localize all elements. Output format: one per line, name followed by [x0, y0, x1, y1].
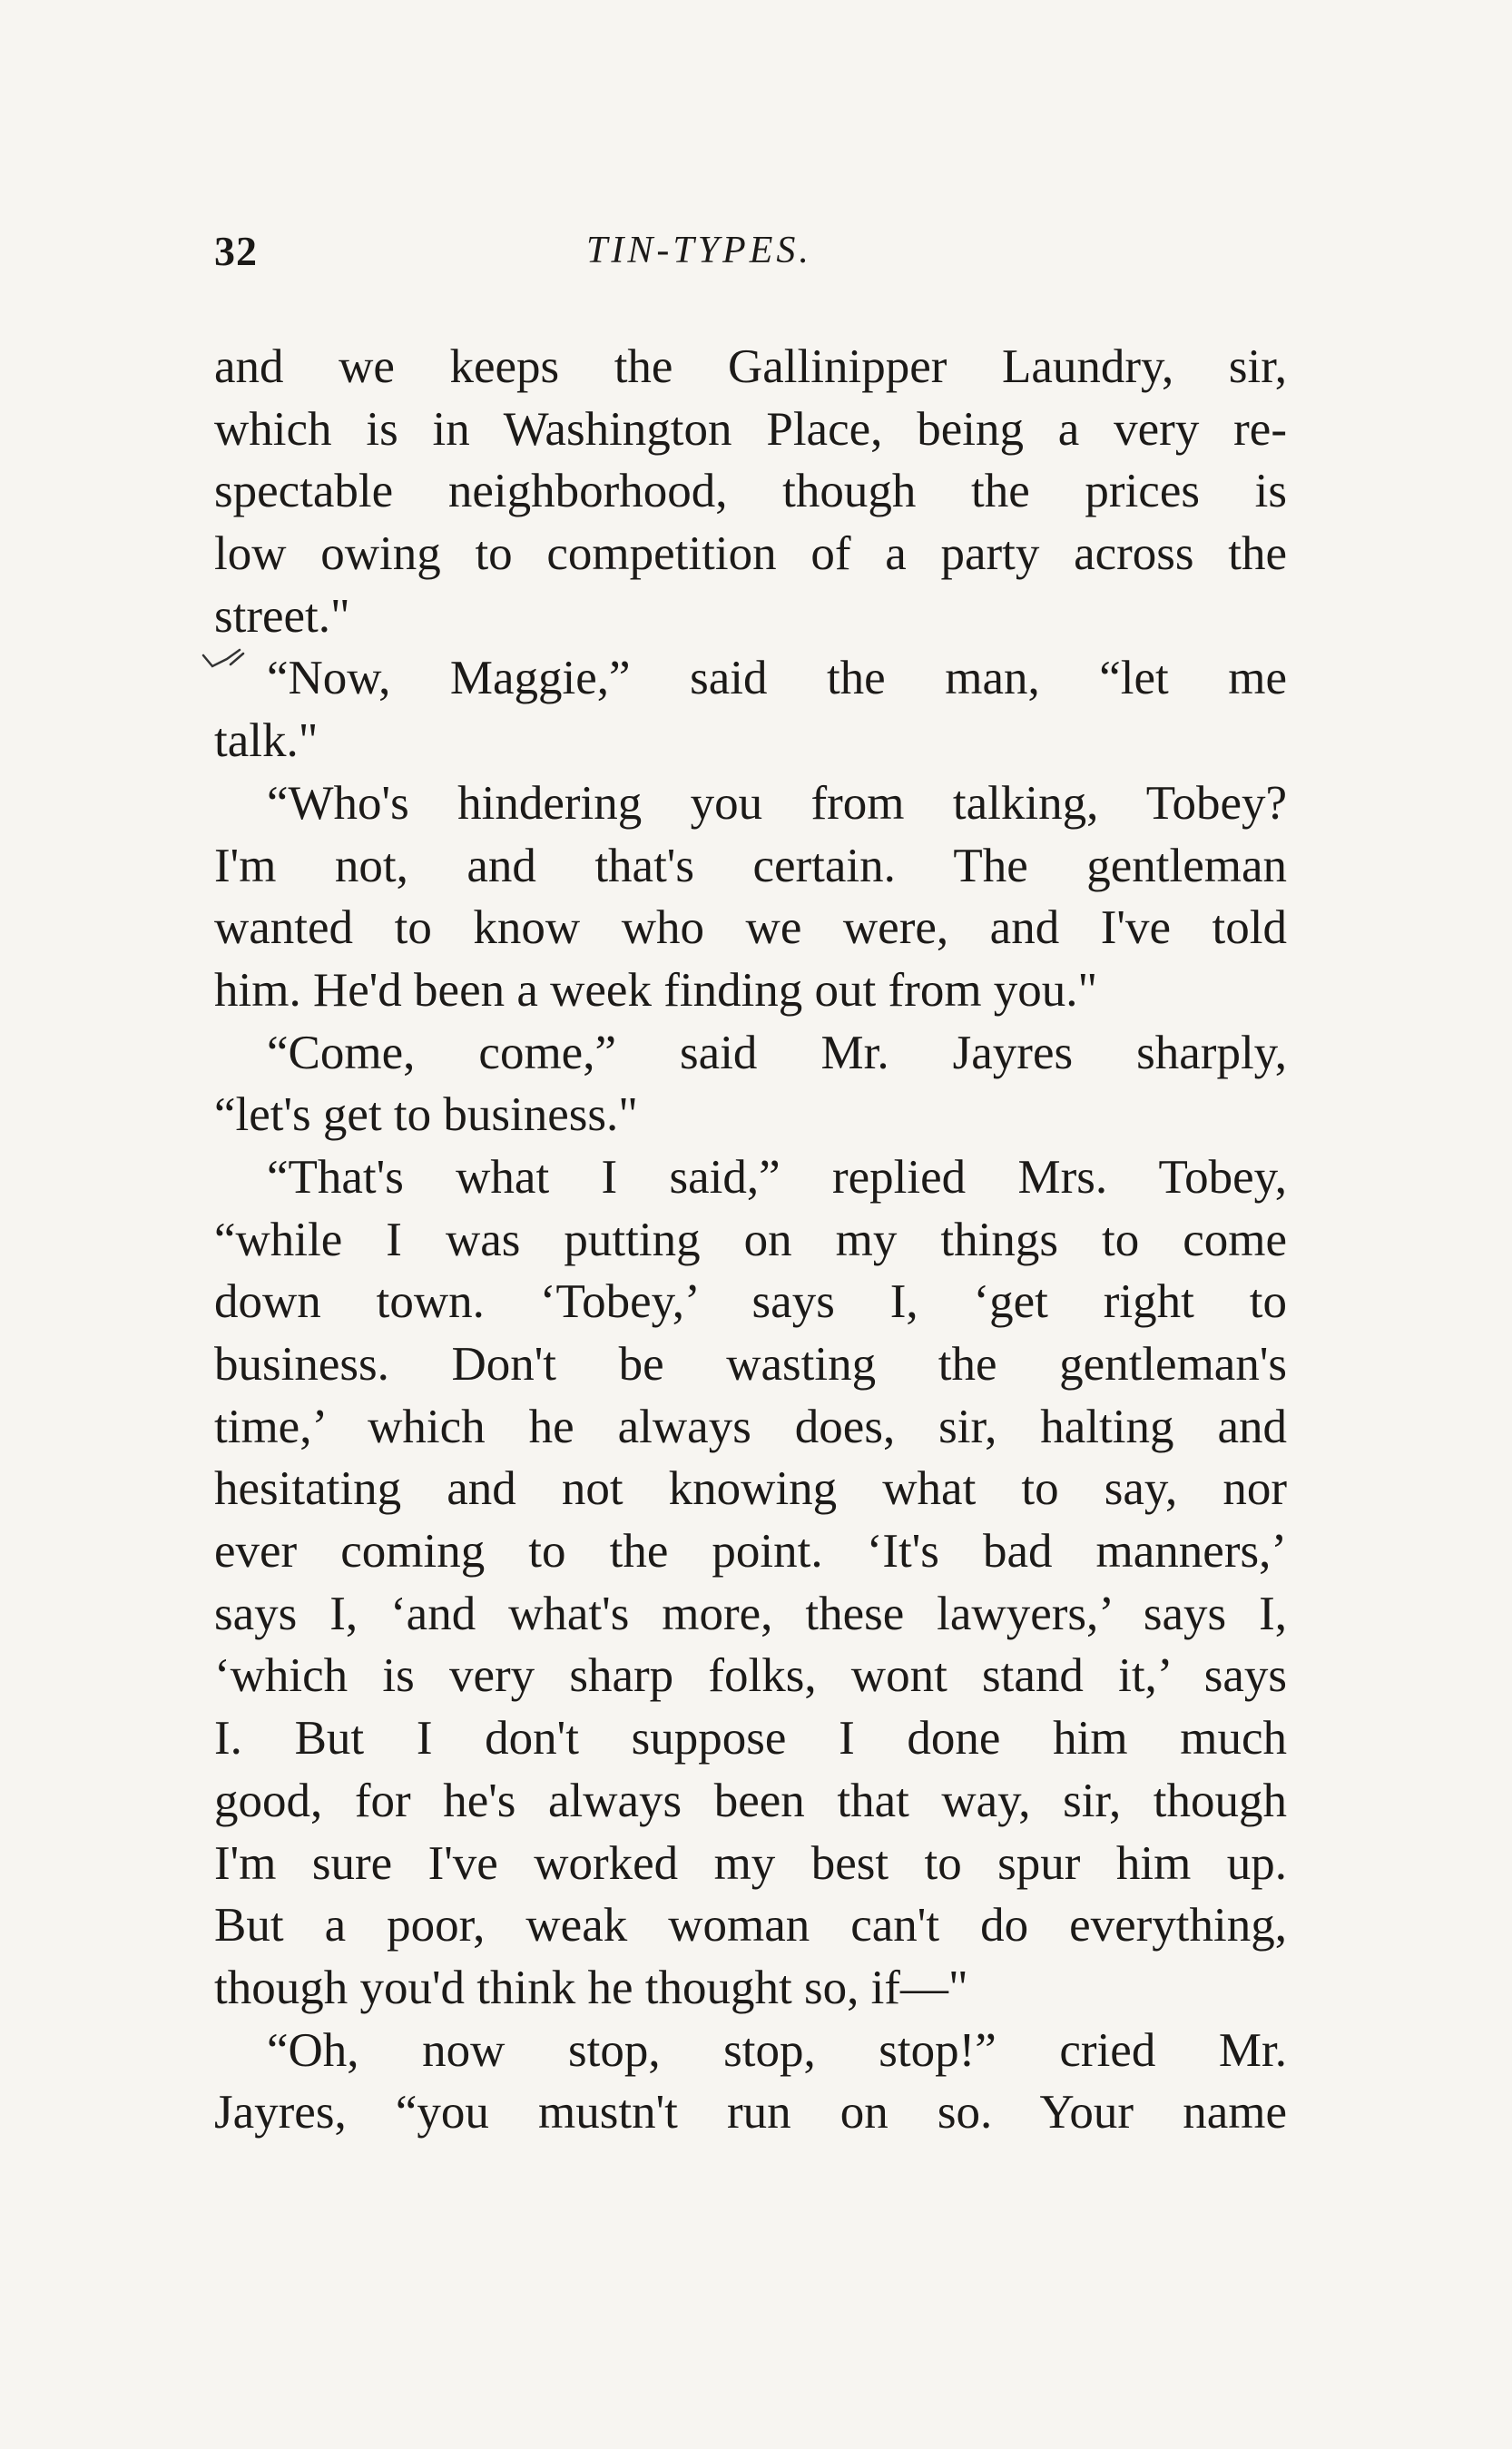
text-line: Jayres, “you mustn't run on so. Your name	[214, 2086, 1287, 2139]
text-line: though you'd think he thought so, if—"	[214, 1961, 968, 2014]
page-number: 32	[214, 228, 258, 274]
running-title: TIN-TYPES.	[586, 230, 812, 271]
text-line: But a poor, weak woman can't do everything,	[214, 1899, 1287, 1952]
text-line: street."	[214, 589, 350, 643]
text-line: him. He'd been a week finding out from you."	[214, 963, 1098, 1017]
text-line: I'm sure I've worked my best to spur him up.	[214, 1836, 1287, 1890]
text-line: says I, ‘and what's more, these lawyers,’ says I,	[214, 1587, 1287, 1640]
text-line: “Come, come,” said Mr. Jayres sharply,	[267, 1026, 1287, 1079]
text-line: hesitating and not knowing what to say, nor	[214, 1462, 1287, 1516]
text-line: “Now, Maggie,” said the man, “let me	[267, 652, 1287, 705]
text-line: “That's what I said,” replied Mrs. Tobey,	[267, 1150, 1287, 1204]
text-line: “while I was putting on my things to come	[214, 1213, 1287, 1266]
text-line: business. Don't be wasting the gentleman's	[214, 1338, 1287, 1391]
text-line: low owing to competition of a party across the	[214, 527, 1287, 581]
text-line: time,’ which he always does, sir, halting and	[214, 1400, 1287, 1453]
text-line: ever coming to the point. ‘It's bad manners,’	[214, 1525, 1287, 1579]
text-line: good, for he's always been that way, sir, though	[214, 1774, 1287, 1827]
text-line: “Who's hindering you from talking, Tobey?	[267, 776, 1287, 830]
text-line: ‘which is very sharp folks, wont stand it,’ says	[214, 1649, 1287, 1703]
text-line: I'm not, and that's certain. The gentleman	[214, 839, 1287, 892]
text-line: “Oh, now stop, stop, stop!” cried Mr.	[267, 2023, 1287, 2077]
text-line: and we keeps the Gallinipper Laundry, sir,	[214, 340, 1287, 393]
text-line: which is in Washington Place, being a very re-	[214, 402, 1287, 456]
text-line: “let's get to business."	[214, 1088, 638, 1142]
text-line: talk."	[214, 714, 319, 768]
text-line: wanted to know who we were, and I've told	[214, 901, 1287, 955]
text-line: down town. ‘Tobey,’ says I, ‘get right to	[214, 1275, 1287, 1329]
running-head	[214, 227, 1287, 281]
text-line: I. But I don't suppose I done him much	[214, 1712, 1287, 1765]
text-line: spectable neighborhood, though the prices is	[214, 465, 1287, 518]
body-text	[214, 336, 1287, 2144]
